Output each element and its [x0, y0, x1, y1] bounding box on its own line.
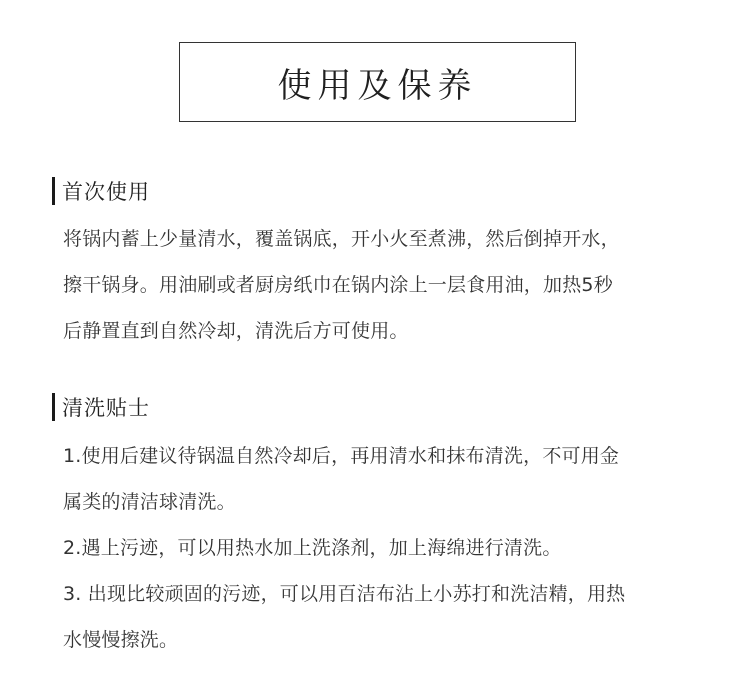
section-header — [52, 176, 712, 206]
section-body — [52, 216, 712, 354]
section-header — [52, 392, 712, 422]
section-first-use — [52, 176, 712, 354]
body-line: 将锅内蓄上少量清水，覆盖锅底，开小火至煮沸，然后倒掉开水， — [63, 228, 620, 250]
section-marker-bar — [52, 393, 55, 421]
body-line: 3. 出现比较顽固的污迹，可以用百洁布沾上小苏打和洗洁精，用热 — [63, 583, 626, 605]
body-line: 擦干锅身。用油刷或者厨房纸巾在锅内涂上一层食用油，加热5秒 — [63, 274, 613, 296]
section-title: 首次使用 — [62, 180, 150, 204]
page-title: 使用及保养 — [277, 65, 478, 106]
section-cleaning-tips — [52, 392, 712, 663]
section-title: 清洗贴士 — [62, 396, 150, 420]
page-title-box — [179, 42, 576, 122]
body-line: 后静置直到自然冷却，清洗后方可使用。 — [63, 320, 409, 342]
body-line: 1.使用后建议待锅温自然冷却后，再用清水和抹布清洗，不可用金 — [63, 445, 620, 467]
section-body — [52, 433, 712, 663]
body-line: 属类的清洁球清洗。 — [63, 491, 236, 513]
body-line: 2.遇上污迹，可以用热水加上洗涤剂，加上海绵进行清洗。 — [63, 537, 562, 559]
body-line: 水慢慢擦洗。 — [63, 629, 179, 651]
section-marker-bar — [52, 177, 55, 205]
